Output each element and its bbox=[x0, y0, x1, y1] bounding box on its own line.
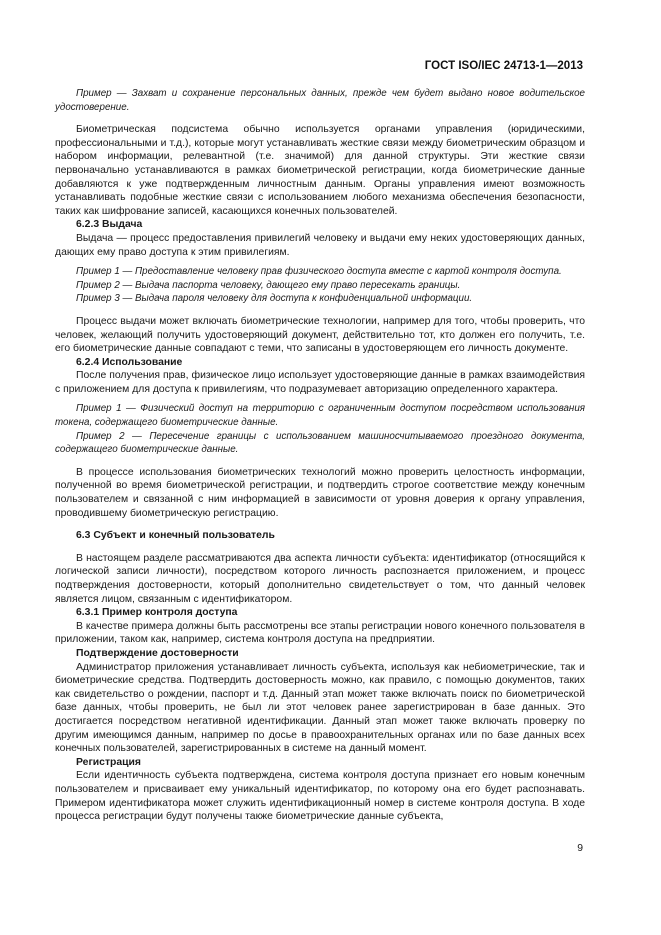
section-heading-6-2-4: 6.2.4 Использование bbox=[76, 356, 183, 368]
body-paragraph: Администратор приложения устанавливает личность субъекта, используя как небиометрические, так и биометрические средства. Подтвердить достоверность можно, как правило, с помощью документов, таких как свидетельство о рождении, паспорт и т.д. Данный этап может также включать поиск по биометрической базе данных, чтобы проверить, не был ли этот человек ранее зарегистрирован в базе данных. Это достигается посредством негативной идентификации. Данный этап может также включать проверку по другим имеющимся данным, например по досье в правоохранительных органах или по базе данных всех конечных пользователей, зарегистрированных в системе на данный момент. bbox=[55, 661, 585, 755]
example-paragraph: Пример 3 — Выдача пароля человеку для доступа к конфиденциальной информации. bbox=[76, 293, 473, 305]
body-paragraph: Выдача — процесс предоставления привилегий человеку и выдачи ему неких удостоверяющих данных, дающих ему право доступа к этим привилегиям. bbox=[55, 232, 585, 258]
example-paragraph: Пример 1 — Физический доступ на территорию с ограниченным доступом посредством использования токена, содержащего биометрические данные. bbox=[55, 403, 585, 429]
body-paragraph: Биометрическая подсистема обычно используется органами управления (юридическими, профессиональными и т.д.), которые могут устанавливать жесткие связи между биометрическим образцом и набором информации, релевантной (т.е. значимой) для данной структуры. Эти жесткие связи первоначально устанавливаются в рамках биометрической регистрации, когда биометрические данные добавляются к уже подтвержденным личностным данным. Органы управления имеют возможность устанавливать подобные жесткие связи с использованием любого механизма обеспечения безопасности, таких как шифрование записей, касающихся конечных пользователей. bbox=[55, 124, 585, 217]
example-paragraph: Пример 2 — Пересечение границы с использованием машиносчитываемого проездного документа, содержащего биометрические данные. bbox=[55, 430, 585, 456]
document-code-header: ГОСТ ISO/IEC 24713-1—2013 bbox=[424, 60, 583, 72]
body-paragraph: После получения прав, физическое лицо использует удостоверяющие данные в рамках взаимодействия с приложением для доступа к привилегиям, что подразумевает авторизацию определенного характера. bbox=[55, 370, 585, 395]
body-paragraph: В качестве примера должны быть рассмотрены все этапы регистрации нового конечного пользователя в приложении, таком как, например, система контроля доступа на предприятии. bbox=[55, 620, 585, 646]
body-paragraph: Если идентичность субъекта подтверждена, система контроля доступа признает его новым конечным пользователем и присваивает ему уникальный идентификатор, по которому она его будет распознавать. Примером идентификатора может служить идентификационный номер в системе контроля доступа. В ходе процесса регистрации будут получены также биометрические данные субъекта, bbox=[55, 770, 585, 823]
page-body bbox=[55, 87, 585, 824]
section-heading-6-2-3: 6.2.3 Выдача bbox=[76, 219, 143, 231]
body-paragraph: Процесс выдачи может включать биометрические технологии, например для того, чтобы проверить, что человек, желающий получить удостоверяющий документ, действительно тот, кто должен его получить, т.е. его биометрические данные совпадают с теми, что записаны в удостоверяющем его личность документе. bbox=[55, 315, 585, 355]
subheading-registration: Регистрация bbox=[76, 756, 141, 768]
example-paragraph: Пример — Захват и сохранение персональных данных, прежде чем будет выдано новое водительское удостоверение. bbox=[55, 88, 585, 113]
example-paragraph: Пример 2 — Выдача паспорта человеку, дающего ему право пересекать границы. bbox=[76, 279, 461, 291]
page-number: 9 bbox=[577, 843, 583, 854]
body-paragraph: В процессе использования биометрических технологий можно проверить целостность информации, полученной во время биометрической регистрации, и подтвердить строгое соответствие между конечным пользователем и связанной с ним информацией в зависимости от уровня доверия к органу управления, проводившему биометрическую регистрацию. bbox=[55, 466, 585, 519]
subheading-validation: Подтверждение достоверности bbox=[76, 647, 239, 659]
example-paragraph: Пример 1 — Предоставление человеку прав физического доступа вместе с картой контроля доступа. bbox=[76, 266, 562, 278]
section-heading-6-3: 6.3 Субъект и конечный пользователь bbox=[76, 530, 275, 542]
body-paragraph: В настоящем разделе рассматриваются два аспекта личности субъекта: идентификатор (относящийся к логической записи личности), посредством которого личность распознается приложением, и процесс подтверждения достоверности, который дополнительно свидетельствует о том, что данный человек является лицом, связанным с идентификатором. bbox=[55, 552, 585, 605]
section-heading-6-3-1: 6.3.1 Пример контроля доступа bbox=[76, 607, 238, 619]
